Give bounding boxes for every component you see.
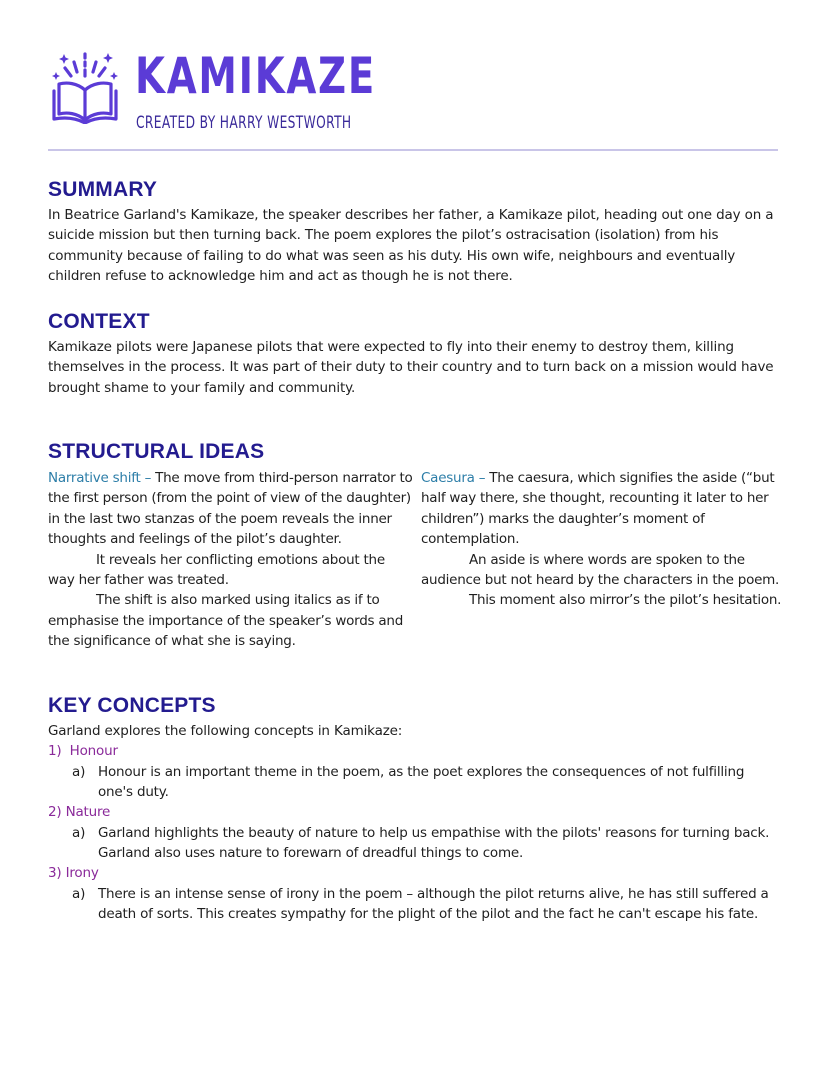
header xyxy=(48,44,788,144)
concept-item xyxy=(48,741,788,761)
concept-item xyxy=(48,802,788,822)
concept-label: Irony xyxy=(65,865,99,881)
structural-right-column xyxy=(421,468,783,611)
sub-letter: a) xyxy=(72,764,86,780)
term-narrative-shift: Narrative shift – xyxy=(48,470,152,486)
summary-heading: SUMMARY xyxy=(48,178,158,201)
concept-detail xyxy=(72,762,782,803)
caesura-p2: An aside is where words are spoken to the audience but not heard by the characters in the poem. xyxy=(421,551,780,589)
context-text: Kamikaze pilots were Japanese pilots that were expected to fly into their enemy to destroy them, killing themselves in the process. It was part of their duty to their country and to turn back on a mission would have brought shame to your family and community. xyxy=(48,339,774,396)
concept-label: Nature xyxy=(65,804,111,820)
narrative-shift-paragraph xyxy=(48,468,414,550)
sub-text: Honour is an important theme in the poem, as the poet explores the consequences of not fulfilling one's duty. xyxy=(98,764,745,801)
concept-detail xyxy=(72,884,782,925)
list-number: 2) xyxy=(48,804,62,820)
caesura-paragraph xyxy=(421,468,783,550)
context-heading: CONTEXT xyxy=(48,310,150,333)
caesura-text: The caesura, which signifies the aside (“but half way there, she thought, recounting it later to her children”) marks the daughter’s moment of contemplation. xyxy=(421,470,775,548)
concept-item xyxy=(48,863,788,883)
list-number: 3) xyxy=(48,865,62,881)
narrative-shift-p2: It reveals her conflicting emotions about the way her father was treated. xyxy=(48,551,385,589)
concept-detail xyxy=(72,823,782,864)
sub-letter: a) xyxy=(72,825,86,841)
page-title: KAMIKAZE xyxy=(135,47,376,105)
narrative-shift-p3: The shift is also marked using italics as if to emphasise the importance of the speaker’s words and the significance of what she is saying. xyxy=(48,592,404,650)
author-credit: CREATED BY HARRY WESTWORTH xyxy=(136,113,352,133)
list-number: 1) xyxy=(48,743,62,759)
concept-label: Honour xyxy=(69,743,118,759)
narrative-shift-text: The move from third-person narrator to the first person (from the point of view of the daughter) in the last two stanzas of the poem reveals the inner thoughts and feelings of the pilot’s daughter. xyxy=(48,470,413,548)
open-book-sparkle-icon xyxy=(50,48,120,124)
structural-left-column xyxy=(48,468,414,652)
key-concepts-intro: Garland explores the following concepts in Kamikaze: xyxy=(48,723,403,739)
term-caesura: Caesura – xyxy=(421,470,486,486)
sub-text: There is an intense sense of irony in the poem – although the pilot returns alive, he has still suffered a death of sorts. This creates sympathy for the plight of the pilot and the fact he can't escape his fate. xyxy=(98,886,769,923)
sub-letter: a) xyxy=(72,886,86,902)
structural-ideas-heading: STRUCTURAL IDEAS xyxy=(48,440,265,463)
header-divider xyxy=(48,149,778,151)
caesura-p3: This moment also mirror’s the pilot’s hesitation. xyxy=(469,592,782,609)
summary-text: In Beatrice Garland's Kamikaze, the speaker describes her father, a Kamikaze pilot, heading out one day on a suicide mission but then turning back. The poem explores the pilot’s ostracisation (isolation) from his community because of failing to do what was seen as his duty. His own wife, neighbours and eventually children refuse to acknowledge him and act as though he is not there. xyxy=(48,207,774,285)
sub-text: Garland highlights the beauty of nature to help us empathise with the pilots' reasons for turning back. Garland also uses nature to forewarn of dreadful things to come. xyxy=(98,825,770,862)
key-concepts-heading: KEY CONCEPTS xyxy=(48,694,216,717)
